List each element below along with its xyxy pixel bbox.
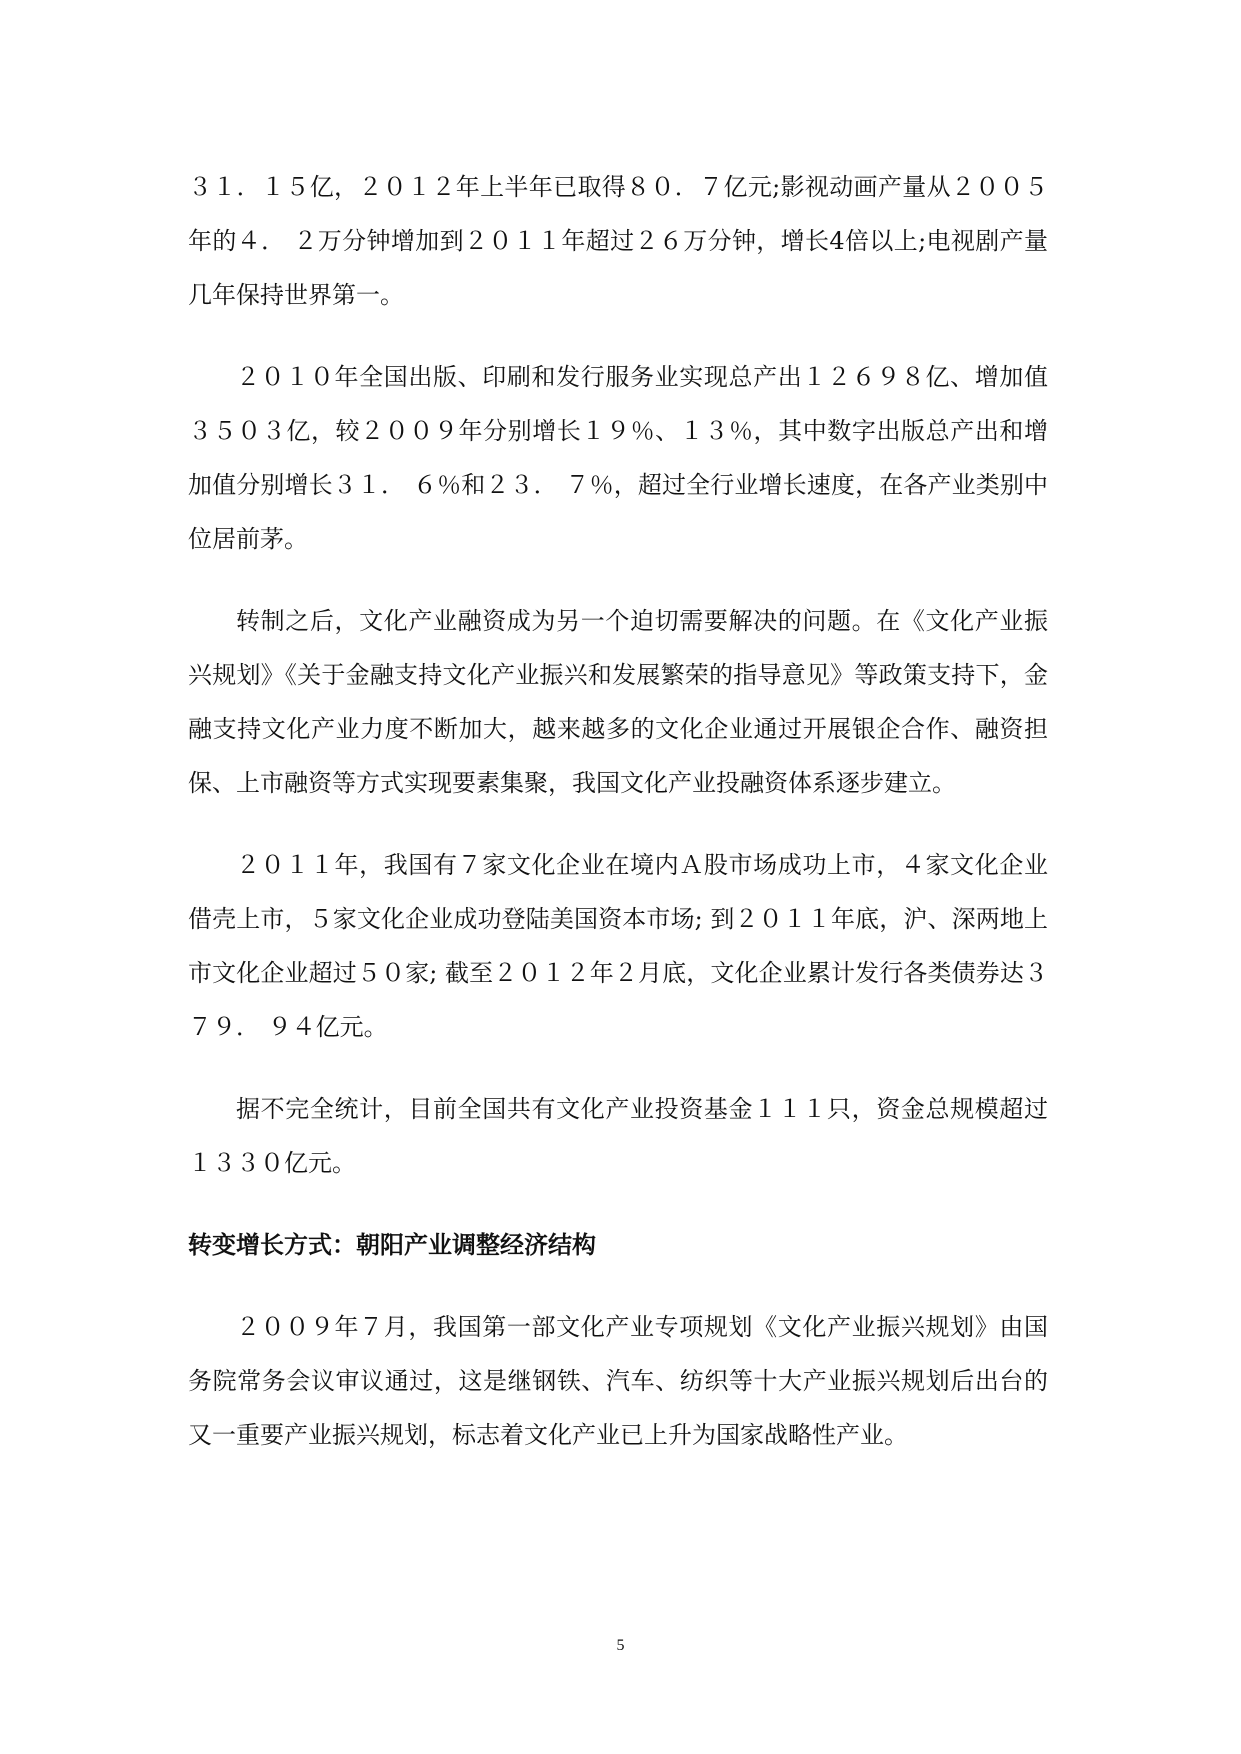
document-body	[188, 160, 1048, 1462]
page-number: 5	[616, 1637, 625, 1654]
paragraph-publishing: ２０１０年全国出版、印刷和发行服务业实现总产出１２６９８亿、增加值３５０３亿，较２００９年分别增长１９％、１３％，其中数字出版总产出和增加值分别增长３１． ６％和２３． ７％，超过全行业增长速度，在各产业类别中位居前茅。	[188, 363, 1048, 553]
paragraph-continuation: ３１．１５亿，２０１２年上半年已取得８０．７亿元;影视动画产量从２００５年的４． ２万分钟增加到２０１１年超过２６万分钟，增长4倍以上;电视剧产量几年保持世界第一。	[188, 173, 1048, 309]
section-heading: 转变增长方式：朝阳产业调整经济结构	[188, 1231, 596, 1259]
paragraph-plan: ２００９年７月，我国第一部文化产业专项规划《文化产业振兴规划》由国务院常务会议审议通过，这是继钢铁、汽车、纺织等十大产业振兴规划后出台的又一重要产业振兴规划，标志着文化产业已上升为国家战略性产业。	[188, 1313, 1048, 1449]
paragraph-funds: 据不完全统计，目前全国共有文化产业投资基金１１１只，资金总规模超过１３３０亿元。	[188, 1095, 1048, 1177]
paragraph-financing: 转制之后，文化产业融资成为另一个迫切需要解决的问题。在《文化产业振兴规划》《关于金融支持文化产业振兴和发展繁荣的指导意见》等政策支持下，金融支持文化产业力度不断加大，越来越多的文化企业通过开展银企合作、融资担保、上市融资等方式实现要素集聚，我国文化产业投融资体系逐步建立。	[188, 607, 1048, 797]
paragraph-listings: ２０１１年，我国有７家文化企业在境内Ａ股市场成功上市，４家文化企业借壳上市，５家文化企业成功登陆美国资本市场; 到２０１１年底，沪、深两地上市文化企业超过５０家; 截至２０１２年２月底，文化企业累计发行各类债券达３７９． ９４亿元。	[188, 851, 1048, 1041]
